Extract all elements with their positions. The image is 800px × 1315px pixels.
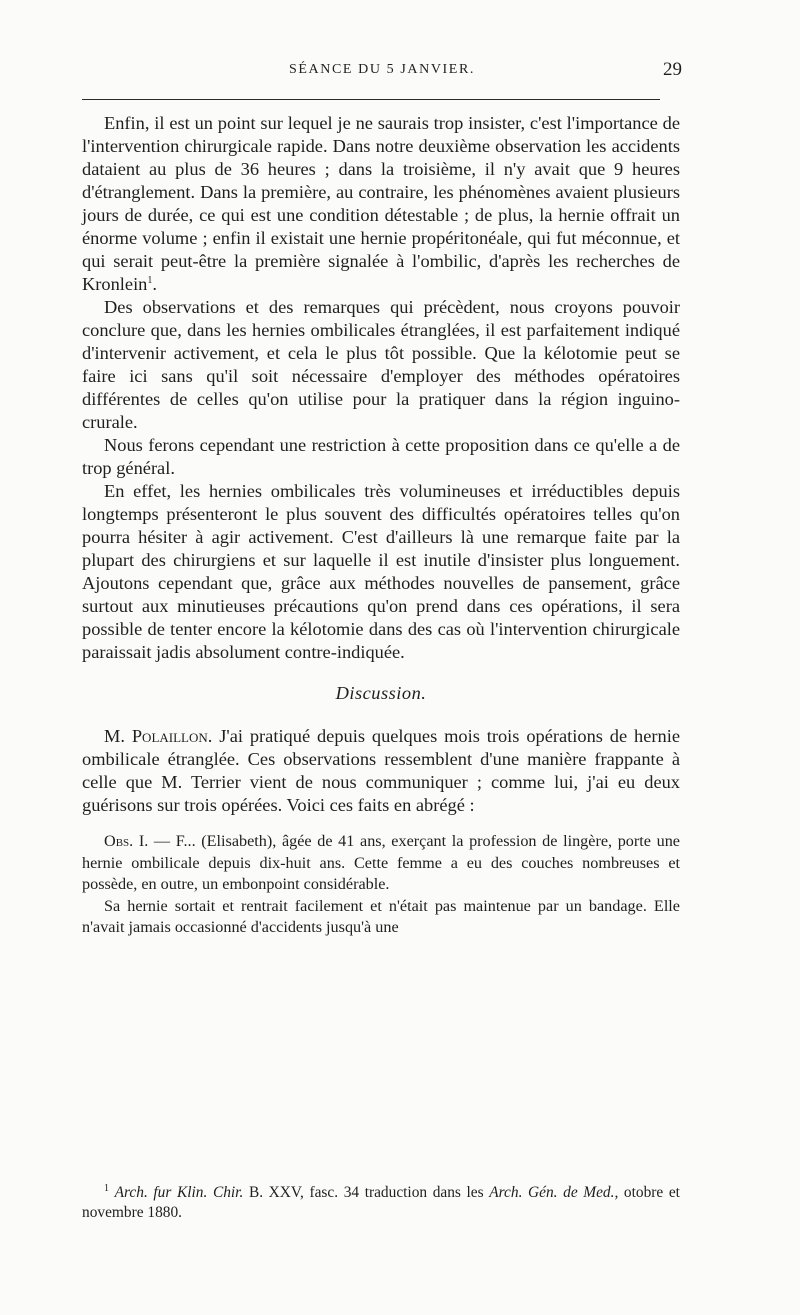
observation-label: Obs. I. —	[104, 832, 171, 850]
footnote-reference: 1	[147, 274, 153, 286]
observation-paragraph: Sa hernie sortait et rentrait facilement et n'était pas maintenue par un bandage. Elle n'avait jamais occasionné d'accidents jusqu'à une	[82, 896, 680, 936]
footnote-journal: Arch. Gén. de Med.,	[489, 1184, 619, 1201]
observation-text: F... (Elisabeth), âgée de 41 ans, exerçant la profession de lingère, porte une hernie ombilicale depuis dix-huit ans. Cette femme a eu des couches nombreuses et possède, en outre, un embonpoint considérable.	[82, 832, 680, 893]
footnote-ref: B. XXV, fasc. 34 traduction dans les	[248, 1184, 484, 1201]
paragraph	[82, 725, 680, 817]
speaker-name: M. Polaillon.	[104, 726, 213, 746]
observation-block	[82, 831, 680, 939]
paragraph: Des observations et des remarques qui précèdent, nous croyons pouvoir conclure que, dans les hernies ombilicales étranglées, il est parfaitement indiqué d'intervenir activement, et cela le plus tôt possible. Que la kélotomie peut se faire ici sans qu'il soit nécessaire d'employer des méthodes opératoires différentes de celles qu'on utilise pour la pratiquer dans la région inguino-crurale.	[82, 297, 680, 432]
footnote-marker: 1	[104, 1182, 109, 1194]
speaker-text: J'ai pratiqué depuis quelques mois trois opérations de hernie ombilicale étranglée. Ces observations ressemblent d'une manière frappante à celle que M. Terrier vient de nous communiquer ; comme lui, j'ai eu deux guérisons sur trois opérées. Voici ces faits en abrégé :	[82, 726, 680, 815]
discussion-heading: Discussion.	[335, 683, 427, 703]
observation-paragraph	[82, 831, 680, 896]
page-number: 29	[663, 59, 682, 80]
running-title: SÉANCE DU 5 JANVIER.	[289, 62, 475, 77]
main-text	[82, 112, 680, 939]
footnote	[82, 1183, 680, 1223]
paragraph: En effet, les hernies ombilicales très volumineuses et irréductibles depuis longtemps présenteront le plus souvent des difficultés opératoires telles qu'on pourra hésiter à agir activement. C'est d'ailleurs là une remarque faite par la plupart des chirurgiens et sur laquelle il est inutile d'insister plus longuement. Ajoutons cependant que, grâce aux méthodes nouvelles de pansement, grâce surtout aux minutieuses précautions qu'on prend dans ces opérations, il sera possible de tenter encore la kélotomie dans des cas où l'intervention chirurgicale paraissait jadis absolument contre-indiquée.	[82, 481, 680, 662]
paragraph-text: Enfin, il est un point sur lequel je ne saurais trop insister, c'est l'importance de l'intervention chirurgicale rapide. Dans notre deuxième observation les accidents dataient au plus de 36 heures ; dans la troisième, il n'y avait que 9 heures d'étranglement. Dans la première, au contraire, les phénomènes avaient plusieurs jours de durée, ce qui est une condition détestable ; de plus, la hernie offrait un énorme volume ; enfin il existait une hernie propéritonéale, qui fut méconnue, et qui serait peut-être la première signalée à l'ombilic, d'après les recherches de Kronlein	[82, 113, 680, 294]
footnote-source: Arch. fur Klin. Chir.	[114, 1184, 244, 1201]
header-rule	[82, 99, 660, 100]
paragraph: Nous ferons cependant une restriction à cette proposition dans ce qu'elle a de trop général.	[82, 435, 680, 478]
footnote-date: otobre et novembre 1880.	[82, 1184, 680, 1221]
paragraph: Enfin, il est un point sur lequel je ne saurais trop insister, c'est l'importance de l'intervention chirurgicale rapide. Dans notre deuxième observation les accidents dataient au plus de 36 heures ; dans la troisième, il n'y avait que 9 heures d'étranglement. Dans la première, au contraire, les phénomènes avaient plusieurs jours de durée, ce qui est une condition détestable ; de plus, la hernie offrait un énorme volume ; enfin il existait une hernie propéritonéale, qui fut méconnue, et qui serait peut-être la première signalée à l'ombilic, d'après les recherches de Kronlein$^1$.	[82, 113, 680, 294]
page-header	[82, 59, 682, 86]
